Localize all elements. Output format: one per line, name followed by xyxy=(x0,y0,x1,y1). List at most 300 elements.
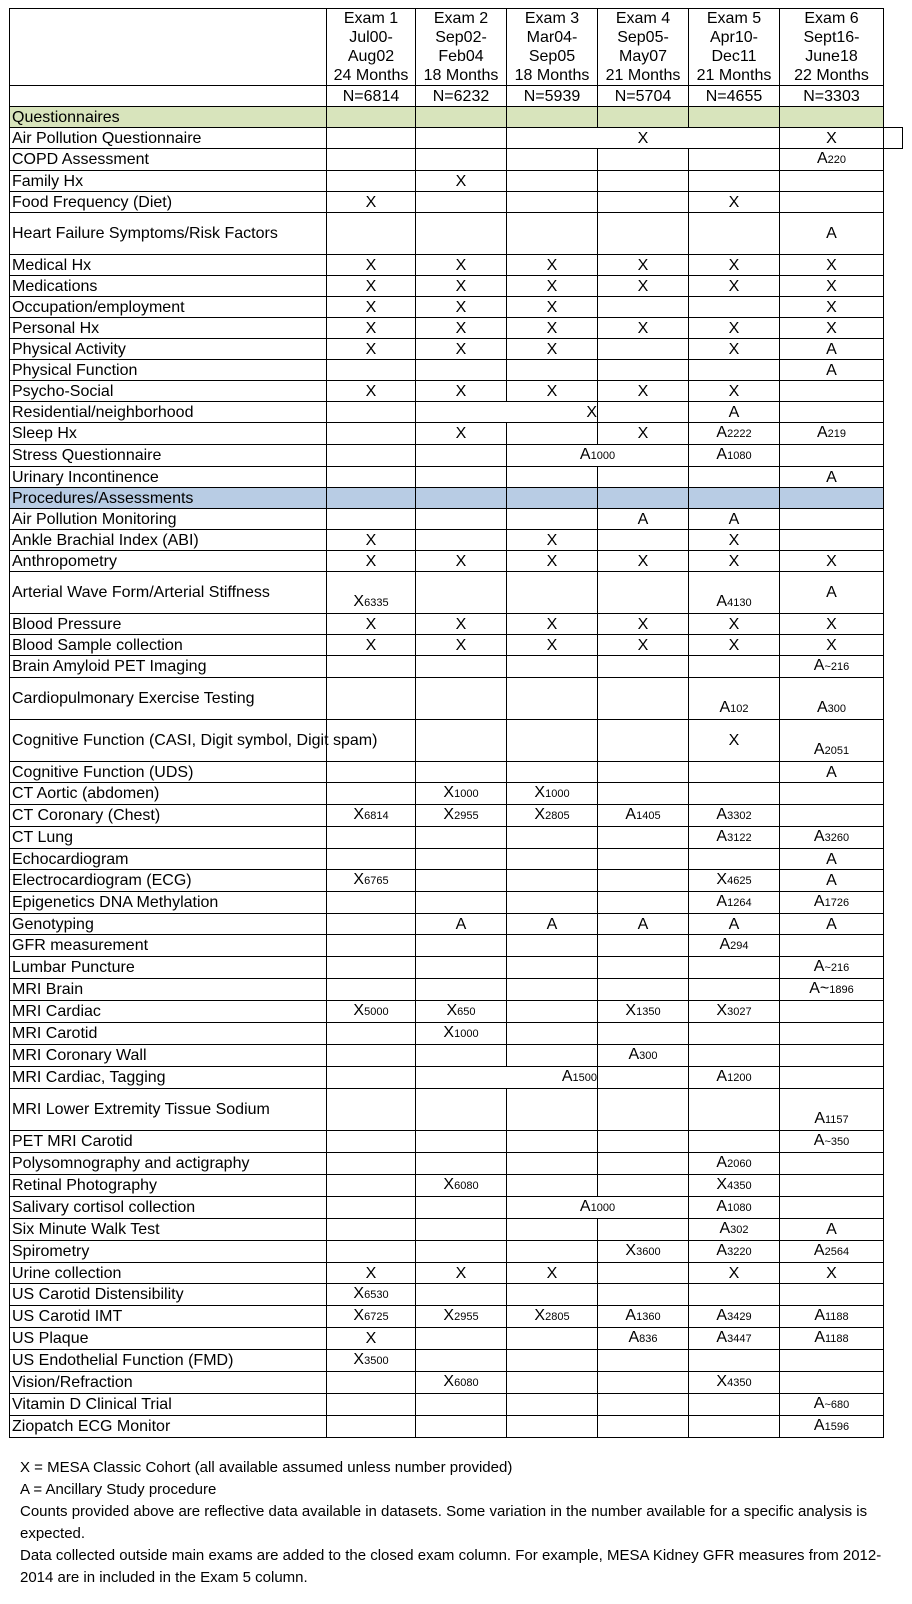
cell-count: 1000 xyxy=(454,788,479,800)
cell-exam-2 xyxy=(416,1023,507,1045)
cell-exam-5 xyxy=(689,720,780,762)
cell-exam-3 xyxy=(507,614,598,635)
cell-mark: X xyxy=(546,319,558,337)
cell-mark: A xyxy=(826,763,837,781)
cell-exam-6 xyxy=(780,656,884,678)
column-header-duration: 18 Months xyxy=(423,67,499,84)
table-row xyxy=(10,1197,903,1219)
cell-exam-4 xyxy=(598,572,689,614)
row-label: Family Hx xyxy=(10,171,327,192)
cell-count: 1264 xyxy=(727,897,752,909)
cell-exam-3 xyxy=(507,957,598,979)
cell-mark: A xyxy=(716,1329,728,1346)
cell-exam-5 xyxy=(689,1350,780,1372)
cell-count: ~350 xyxy=(824,1136,850,1148)
table-row xyxy=(10,870,903,892)
row-label: MRI Coronary Wall xyxy=(10,1045,327,1067)
cell-exam-2 xyxy=(416,1045,507,1067)
row-label: CT Lung xyxy=(10,827,327,849)
section-header-cell xyxy=(780,488,884,509)
row-label: Personal Hx xyxy=(10,318,327,339)
cell-exam-3 xyxy=(507,1175,598,1197)
cell-mark: A xyxy=(625,806,637,823)
cell-exam-6 xyxy=(884,128,903,149)
cell-exam-6 xyxy=(780,213,884,255)
row-label: Physical Activity xyxy=(10,339,327,360)
row-label: Heart Failure Symptoms/Risk Factors xyxy=(10,213,327,255)
cell-exam-3 xyxy=(507,656,598,678)
section-title: Questionnaires xyxy=(10,107,327,128)
cell-exam-5 xyxy=(689,1219,780,1241)
cell-mark: X xyxy=(546,382,558,400)
cell-mark: X xyxy=(455,340,467,358)
cell-exam-4 xyxy=(598,1045,689,1067)
cell-exam-5 xyxy=(689,213,780,255)
cell-exam-6 xyxy=(780,171,884,192)
cell-mark: X xyxy=(455,615,467,633)
cell-exam-5 xyxy=(689,423,780,445)
cell-exam-3 xyxy=(507,339,598,360)
cell-exam-2 xyxy=(416,1067,598,1089)
cell-exam-2 xyxy=(416,149,507,171)
section-header-row xyxy=(10,107,903,128)
cell-exam-2 xyxy=(416,1153,507,1175)
cell-exam-2 xyxy=(416,914,507,935)
column-header-dates2: Aug02 xyxy=(347,48,395,65)
cell-count: 1200 xyxy=(727,1072,752,1084)
cell-mark: X xyxy=(546,531,558,549)
row-label: Genotyping xyxy=(10,914,327,935)
cell-exam-1 xyxy=(327,1067,416,1089)
cell-exam-5 xyxy=(689,979,780,1001)
table-row xyxy=(10,1372,903,1394)
cell-exam-4 xyxy=(598,192,689,213)
row-label: Echocardiogram xyxy=(10,849,327,870)
row-label: MRI Carotid xyxy=(10,1023,327,1045)
table-row xyxy=(10,783,903,805)
cell-mark: A xyxy=(579,1198,591,1215)
cell-exam-1 xyxy=(327,360,416,381)
cell-exam-4 xyxy=(598,762,689,783)
cell-mark: A xyxy=(826,584,837,601)
cell-mark: X xyxy=(716,1176,728,1193)
cell-mark: A xyxy=(728,403,740,421)
cell-count: 2805 xyxy=(545,1311,570,1323)
cell-mark: A xyxy=(826,361,837,379)
cell-exam-4 xyxy=(598,957,689,979)
cell-exam-1 xyxy=(327,1263,416,1284)
column-header-exam-3 xyxy=(507,9,598,86)
table-row xyxy=(10,635,903,656)
cell-exam-1 xyxy=(327,128,416,149)
cell-exam-3 xyxy=(507,1241,598,1263)
column-header-exam: Exam 5 xyxy=(706,10,762,27)
row-label: Cognitive Function (CASI, Digit symbol, Digit spam) xyxy=(10,720,327,762)
cell-mark: X xyxy=(826,298,837,316)
cell-exam-2 xyxy=(416,402,598,423)
column-header-dates1: Sep02- xyxy=(435,29,487,46)
cell-exam-2 xyxy=(416,892,507,914)
cell-exam-2 xyxy=(416,805,507,827)
cell-mark: A xyxy=(813,1417,825,1434)
cell-exam-5 xyxy=(689,678,780,720)
cell-count: 4350 xyxy=(727,1180,752,1192)
section-header-cell xyxy=(327,107,416,128)
cell-mark: X xyxy=(546,552,558,570)
header-row xyxy=(10,9,903,86)
cell-exam-4 xyxy=(598,1372,689,1394)
cell-exam-5 xyxy=(689,762,780,783)
cell-exam-4 xyxy=(598,149,689,171)
table-row xyxy=(10,935,903,957)
cell-exam-3 xyxy=(507,192,598,213)
cell-mark: X xyxy=(353,871,365,888)
cell-mark: X xyxy=(586,403,597,421)
cell-exam-3 xyxy=(507,1089,598,1131)
cell-exam-2 xyxy=(416,509,507,530)
cell-exam-5 xyxy=(689,1241,780,1263)
cell-exam-2 xyxy=(416,128,507,149)
cell-exam-2 xyxy=(416,1350,507,1372)
table-row xyxy=(10,1241,903,1263)
cell-exam-1 xyxy=(327,935,416,957)
row-label: Occupation/employment xyxy=(10,297,327,318)
cell-exam-3 xyxy=(507,360,598,381)
row-label: COPD Assessment xyxy=(10,149,327,171)
cell-exam-4 xyxy=(598,1153,689,1175)
sample-size-exam-4: N=5704 xyxy=(598,86,689,107)
cell-exam-2 xyxy=(416,720,507,762)
cell-mark: X xyxy=(728,531,740,549)
cell-exam-6 xyxy=(780,935,884,957)
cell-exam-1 xyxy=(327,870,416,892)
cell-exam-6 xyxy=(780,445,884,467)
cell-count: 2051 xyxy=(824,745,850,757)
cell-exam-5 xyxy=(689,339,780,360)
cell-exam-6 xyxy=(780,870,884,892)
cell-mark: X xyxy=(637,425,649,442)
cell-count: 2805 xyxy=(545,810,570,822)
section-header-cell xyxy=(416,488,507,509)
row-label: GFR measurement xyxy=(10,935,327,957)
cell-exam-6 xyxy=(780,149,884,171)
cell-exam-6 xyxy=(780,1001,884,1023)
cell-exam-1 xyxy=(327,149,416,171)
cell-exam-5 xyxy=(689,914,780,935)
cell-exam-3 xyxy=(507,149,598,171)
column-header-exam-4 xyxy=(598,9,689,86)
cell-exam-2 xyxy=(416,614,507,635)
cell-exam-6 xyxy=(780,509,884,530)
cell-exam-5 xyxy=(689,551,780,572)
row-label: MRI Lower Extremity Tissue Sodium xyxy=(10,1089,327,1131)
cell-exam-5 xyxy=(689,1394,780,1416)
cell-exam-6 xyxy=(780,276,884,297)
table-row xyxy=(10,1350,903,1372)
table-row xyxy=(10,957,903,979)
table-row xyxy=(10,1175,903,1197)
cell-mark: A xyxy=(813,893,825,910)
cell-exam-5 xyxy=(689,1001,780,1023)
cell-count: 1080 xyxy=(727,1202,752,1214)
column-header-exam: Exam 3 xyxy=(524,10,580,27)
row-label: CT Aortic (abdomen) xyxy=(10,783,327,805)
table-row xyxy=(10,762,903,783)
cell-mark: A xyxy=(716,1154,728,1171)
cell-mark: X xyxy=(637,552,649,570)
cell-exam-3 xyxy=(507,1001,598,1023)
cell-exam-3 xyxy=(507,762,598,783)
cell-exam-4 xyxy=(598,1284,689,1306)
cell-exam-4 xyxy=(598,213,689,255)
row-label: Retinal Photography xyxy=(10,1175,327,1197)
column-header-exam: Exam 2 xyxy=(433,10,489,27)
cell-exam-1 xyxy=(327,572,416,614)
cell-count: 2955 xyxy=(454,810,479,822)
cell-mark: X xyxy=(353,593,365,610)
cell-exam-4 xyxy=(598,656,689,678)
cell-exam-6 xyxy=(780,423,884,445)
cell-mark: A xyxy=(816,150,828,167)
cell-count: ~216 xyxy=(824,962,850,974)
cell-exam-3 xyxy=(507,1263,598,1284)
cell-mark: X xyxy=(443,806,455,823)
cell-exam-2 xyxy=(416,1394,507,1416)
section-header-cell xyxy=(689,488,780,509)
cell-exam-6 xyxy=(780,1284,884,1306)
row-label: Blood Sample collection xyxy=(10,635,327,656)
cell-mark: X xyxy=(728,615,740,633)
cell-mark: X xyxy=(826,277,837,295)
row-label: Electrocardiogram (ECG) xyxy=(10,870,327,892)
cell-exam-3 xyxy=(507,892,598,914)
cell-exam-2 xyxy=(416,849,507,870)
table-row xyxy=(10,128,903,149)
cell-exam-5 xyxy=(689,297,780,318)
cell-exam-1 xyxy=(327,1023,416,1045)
cell-mark: X xyxy=(637,319,649,337)
cell-exam-4 xyxy=(598,1219,689,1241)
cell-exam-2 xyxy=(416,445,507,467)
column-header-dates2: Dec11 xyxy=(711,48,757,65)
table-row xyxy=(10,1067,903,1089)
cell-mark: A xyxy=(728,510,740,528)
table-row xyxy=(10,255,903,276)
cell-mark: A xyxy=(628,1046,640,1063)
cell-exam-1 xyxy=(327,1241,416,1263)
cell-exam-4 xyxy=(598,1001,689,1023)
cell-exam-1 xyxy=(327,892,416,914)
cell-exam-6 xyxy=(780,783,884,805)
cell-exam-2 xyxy=(416,1263,507,1284)
cell-exam-3 xyxy=(507,805,598,827)
table-row xyxy=(10,423,903,445)
cell-exam-5 xyxy=(689,849,780,870)
cell-exam-5 xyxy=(689,318,780,339)
cell-exam-5 xyxy=(689,957,780,979)
cell-mark: A xyxy=(719,699,731,716)
cell-mark: X xyxy=(365,1264,377,1282)
sample-size-row xyxy=(10,86,903,107)
cell-exam-3 xyxy=(507,255,598,276)
cell-exam-2 xyxy=(416,297,507,318)
row-label: Psycho-Social xyxy=(10,381,327,402)
cell-mark: X xyxy=(443,1176,455,1193)
cell-exam-4 xyxy=(598,171,689,192)
cell-mark: A xyxy=(826,850,837,868)
cell-exam-1 xyxy=(327,979,416,1001)
cell-exam-6 xyxy=(780,1372,884,1394)
row-label: MRI Cardiac xyxy=(10,1001,327,1023)
cell-mark: X xyxy=(826,552,837,570)
cell-mark: X xyxy=(625,1002,637,1019)
cell-exam-2 xyxy=(416,1241,507,1263)
cell-exam-4 xyxy=(598,1023,689,1045)
cell-exam-1 xyxy=(327,467,416,488)
sample-size-exam-2: N=6232 xyxy=(416,86,507,107)
column-header-exam-2 xyxy=(416,9,507,86)
cell-exam-3 xyxy=(507,914,598,935)
cell-count: 2564 xyxy=(824,1246,850,1258)
cell-mark: X xyxy=(728,340,740,358)
cell-exam-1 xyxy=(327,957,416,979)
cell-exam-1 xyxy=(327,1219,416,1241)
cell-exam-5 xyxy=(689,467,780,488)
cell-exam-6 xyxy=(780,1328,884,1350)
row-label: Spirometry xyxy=(10,1241,327,1263)
table-row xyxy=(10,914,903,935)
column-header-dates1: Apr10- xyxy=(709,29,759,46)
cell-exam-1 xyxy=(327,762,416,783)
cell-exam-6 xyxy=(780,1306,884,1328)
cell-mark: X xyxy=(443,784,455,801)
cell-exam-6 xyxy=(780,1023,884,1045)
cell-exam-5 xyxy=(689,1263,780,1284)
cell-exam-1 xyxy=(327,445,416,467)
cell-mark: X xyxy=(637,277,649,295)
cell-exam-1 xyxy=(327,1197,416,1219)
cell-exam-3 xyxy=(507,128,780,149)
cell-count: 4350 xyxy=(727,1377,752,1389)
cell-count: ~216 xyxy=(824,661,850,673)
cell-exam-2 xyxy=(416,1372,507,1394)
table-row xyxy=(10,171,903,192)
cell-exam-2 xyxy=(416,339,507,360)
row-label: Medications xyxy=(10,276,327,297)
cell-mark: X xyxy=(728,732,740,749)
cell-exam-2 xyxy=(416,467,507,488)
table-row xyxy=(10,1153,903,1175)
cell-count: 3302 xyxy=(727,810,752,822)
cell-exam-5 xyxy=(689,805,780,827)
cell-exam-5 xyxy=(689,1328,780,1350)
cell-exam-5 xyxy=(689,1153,780,1175)
sample-size-exam-5: N=4655 xyxy=(689,86,780,107)
cell-mark: X xyxy=(365,298,377,316)
cell-exam-1 xyxy=(327,1175,416,1197)
row-label: Polysomnography and actigraphy xyxy=(10,1153,327,1175)
cell-count: 1000 xyxy=(454,1028,479,1040)
column-header-dates2: Sep05 xyxy=(528,48,576,65)
cell-exam-5 xyxy=(689,783,780,805)
cell-mark: X xyxy=(365,340,377,358)
cell-exam-4 xyxy=(598,614,689,635)
cell-count: 1405 xyxy=(636,810,661,822)
cell-mark: X xyxy=(546,277,558,295)
column-header-dates1: Sept16- xyxy=(803,29,860,46)
cell-exam-2 xyxy=(416,783,507,805)
cell-mark: X xyxy=(365,1330,377,1347)
cell-exam-1 xyxy=(327,276,416,297)
cell-mark: A xyxy=(716,806,728,823)
cell-exam-5 xyxy=(689,572,780,614)
section-header-cell xyxy=(598,107,689,128)
table-row xyxy=(10,551,903,572)
cell-exam-6 xyxy=(780,381,884,402)
cell-mark: X xyxy=(443,1024,455,1041)
cell-exam-4 xyxy=(598,1328,689,1350)
cell-count: 6765 xyxy=(364,875,389,887)
cell-exam-6 xyxy=(780,1350,884,1372)
cell-exam-4 xyxy=(598,551,689,572)
cell-exam-5 xyxy=(689,192,780,213)
cell-exam-6 xyxy=(780,979,884,1001)
column-header-dates1: Sep05- xyxy=(617,29,669,46)
table-row xyxy=(10,1131,903,1153)
cell-count: 4130 xyxy=(727,597,752,609)
sample-size-exam-6: N=3303 xyxy=(780,86,884,107)
cell-exam-1 xyxy=(327,1045,416,1067)
sample-size-exam-3: N=5939 xyxy=(507,86,598,107)
cell-exam-4 xyxy=(598,1263,689,1284)
cell-mark: A xyxy=(826,1221,837,1238)
cell-exam-3 xyxy=(507,1045,598,1067)
cell-exam-3 xyxy=(507,1350,598,1372)
cell-exam-6 xyxy=(780,720,884,762)
cell-exam-3 xyxy=(507,1023,598,1045)
cell-exam-4 xyxy=(598,1350,689,1372)
cell-mark: A xyxy=(813,657,825,674)
column-header-dates2: June18 xyxy=(805,48,858,65)
cell-exam-5 xyxy=(689,935,780,957)
cell-exam-4 xyxy=(598,827,689,849)
cell-exam-5 xyxy=(689,381,780,402)
section-header-cell xyxy=(780,107,884,128)
cell-mark: X xyxy=(455,552,467,570)
cell-count: 2060 xyxy=(727,1158,752,1170)
cell-exam-1 xyxy=(327,1284,416,1306)
cell-exam-3 xyxy=(507,572,598,614)
cell-exam-6 xyxy=(780,849,884,870)
cell-mark: X xyxy=(365,277,377,295)
exam-procedures-table xyxy=(9,8,903,1438)
cell-mark: A xyxy=(719,936,731,953)
cell-exam-4 xyxy=(598,783,689,805)
cell-count: 294 xyxy=(730,940,749,952)
section-header-cell xyxy=(327,488,416,509)
cell-exam-1 xyxy=(327,1350,416,1372)
footnote-line: Data collected outside main exams are added to the closed exam column. For example, MESA Kidney GFR measures from 2012-2014 are in included in the Exam 5 column. xyxy=(20,1547,882,1586)
cell-count: 4625 xyxy=(727,875,752,887)
cell-exam-1 xyxy=(327,1153,416,1175)
table-row xyxy=(10,1263,903,1284)
cell-exam-4 xyxy=(598,678,689,720)
cell-exam-5 xyxy=(689,1045,780,1067)
cell-exam-1 xyxy=(327,551,416,572)
cell-exam-1 xyxy=(327,1416,416,1438)
section-header-row xyxy=(10,488,903,509)
cell-exam-1 xyxy=(327,614,416,635)
